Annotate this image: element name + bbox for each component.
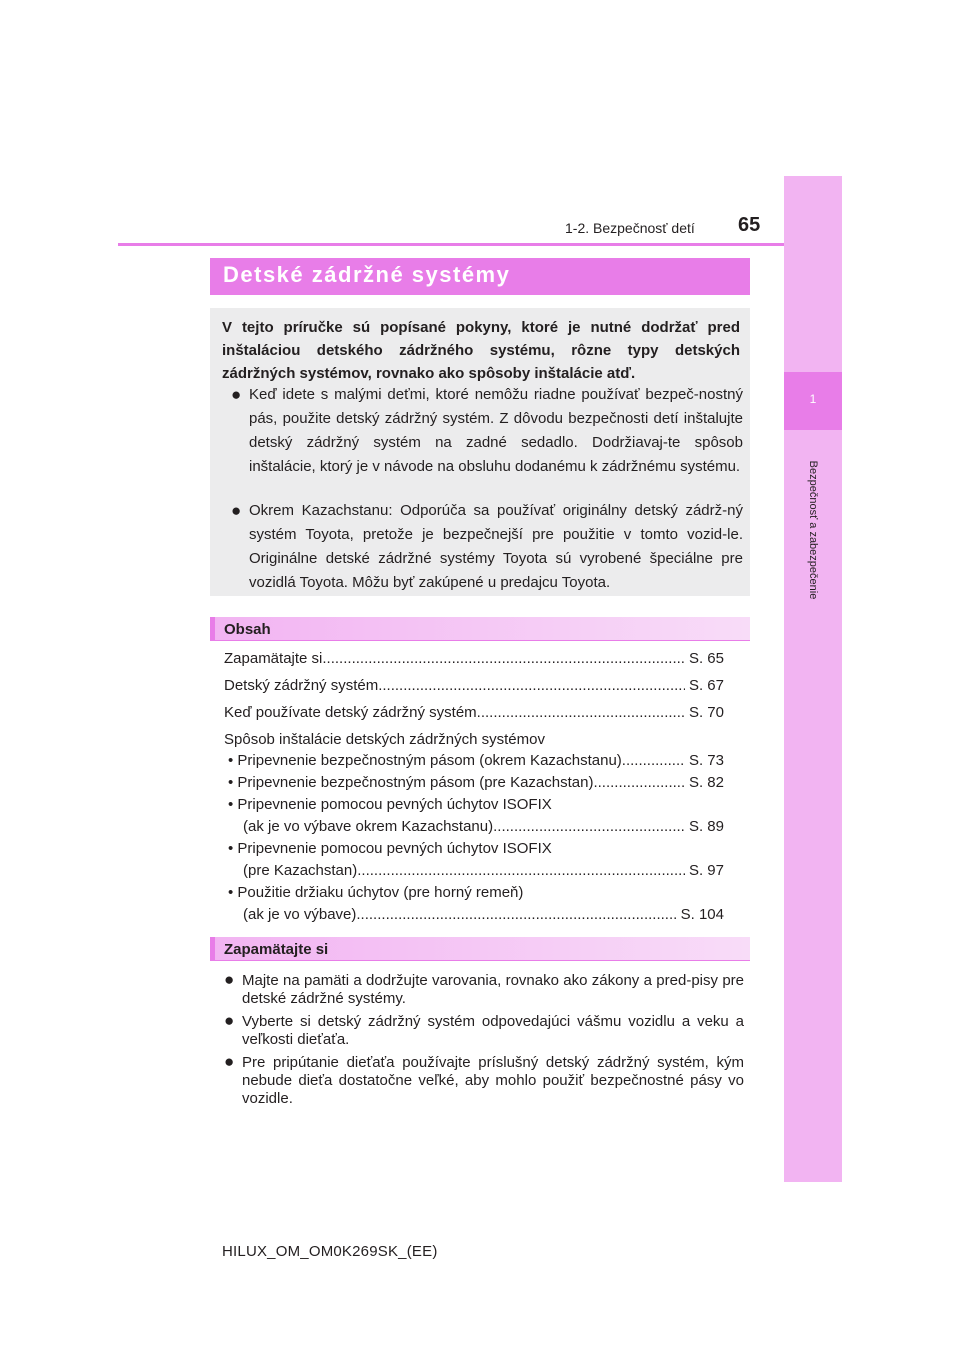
header-divider	[118, 243, 784, 246]
bullet-icon: ●	[224, 970, 235, 989]
toc-subentry-title: • Pripevnenie bezpečnostným pásom (pre Kazachstan)	[228, 774, 594, 791]
toc-subentry-qualifier: (ak je vo výbave okrem Kazachstanu)	[243, 818, 494, 835]
remember-heading: Zapamätajte si	[224, 941, 329, 958]
toc-leader	[322, 650, 685, 670]
bullet-icon: ●	[231, 385, 242, 404]
toc-entry-page: S. 70	[688, 704, 724, 721]
remember-bullet	[224, 1054, 744, 1108]
page-title: Detské zádržné systémy	[223, 262, 511, 287]
remember-bullet	[224, 1013, 744, 1049]
toc-subentry-title[interactable]: • Použitie držiaku úchytov (pre horný remeň)	[228, 884, 524, 901]
intro-bullet-text: Okrem Kazachstanu: Odporúča sa používať originálny detský zádrž-ný systém Toyota, pretože je bezpečnejší pre použitie v tomto vozid-le. Originálne detské zádržné systémy Toyota sú vyrobené špeciálne pre vozidlá Toyota. Môžu byť zakúpené u predajcu Toyota.	[249, 502, 743, 591]
toc-subentry-page: S. 104	[680, 906, 724, 923]
chapter-tab-number: 1	[809, 392, 817, 406]
intro-bullet	[231, 499, 743, 595]
toc-subentry[interactable]	[228, 774, 724, 794]
intro-bullet-text: Keď idete s malými deťmi, ktoré nemôžu riadne používať bezpeč-nostný pás, použite detský zádržný systém. Z dôvodu bezpečnosti detí inštalujte detský zádržný systém na zadné sedadlo. Dodržiavaj-te spôsob inštalácie, ktorý je v návode na obsluhu dodanému k zádržnému systému.	[249, 386, 743, 475]
toc-subentry-page: S. 73	[688, 752, 724, 769]
toc-entry[interactable]	[224, 650, 724, 670]
toc-entry-title: Detský zádržný systém	[224, 677, 379, 694]
document-code: HILUX_OM_OM0K269SK_(EE)	[222, 1243, 438, 1260]
toc-subentry[interactable]	[243, 862, 724, 882]
toc-subentry-page: S. 82	[688, 774, 724, 791]
bullet-icon: ●	[231, 501, 242, 520]
toc-subentry[interactable]	[243, 818, 724, 838]
toc-leader	[593, 774, 685, 794]
contents-heading-accent	[210, 617, 215, 641]
toc-group-heading: Spôsob inštalácie detských zádržných systémov	[224, 731, 545, 748]
section-title: 1-2. Bezpečnosť detí	[565, 220, 695, 236]
contents-heading: Obsah	[224, 621, 271, 638]
toc-subentry-title[interactable]: • Pripevnenie pomocou pevných úchytov ISOFIX	[228, 840, 552, 857]
remember-bullet-text: Majte na pamäti a dodržujte varovania, rovnako ako zákony a pred-pisy pre detské zádržné systémy.	[242, 972, 744, 1007]
remember-bullet-text: Vyberte si detský zádržný systém odpovedajúci vášmu vozidlu a veku a veľkosti dieťaťa.	[242, 1013, 744, 1048]
toc-subentry-title[interactable]: • Pripevnenie pomocou pevných úchytov ISOFIX	[228, 796, 552, 813]
toc-entry[interactable]	[224, 704, 724, 724]
chapter-tab-label: Bezpečnosť a zabezpečenie	[807, 460, 819, 600]
toc-entry-title: Keď používate detský zádržný systém	[224, 704, 477, 721]
toc-leader	[622, 752, 685, 772]
toc-subentry-page: S. 97	[688, 862, 724, 879]
toc-subentry-page: S. 89	[688, 818, 724, 835]
intro-bullet	[231, 383, 743, 479]
remember-heading-accent	[210, 937, 215, 961]
bullet-icon: ●	[224, 1011, 235, 1030]
page-number: 65	[738, 214, 761, 236]
contents-heading-bar	[210, 617, 750, 641]
side-strip	[784, 176, 842, 1182]
toc-subentry-title: • Pripevnenie bezpečnostným pásom (okrem Kazachstanu)	[228, 752, 622, 769]
toc-leader	[477, 704, 685, 724]
toc-leader	[378, 677, 685, 697]
remember-bullet-text: Pre pripútanie dieťaťa používajte príslušný detský zádržný systém, kým nebude dieťa dostatočne veľké, aby mohlo použiť bezpečnostné pásy vo vozidle.	[242, 1054, 744, 1107]
toc-subentry-qualifier: (ak je vo výbave)	[243, 906, 357, 923]
toc-subentry-qualifier: (pre Kazachstan)	[243, 862, 358, 879]
toc-leader	[356, 906, 676, 926]
toc-entry-page: S. 65	[688, 650, 724, 667]
toc-leader	[493, 818, 685, 838]
toc-entry-page: S. 67	[688, 677, 724, 694]
intro-lead: V tejto príručke sú popísané pokyny, ktoré je nutné dodržať pred inštaláciou detského zádržného systému, rôzne typy detských zádržných systémov, rovnako ako spôsoby inštalácie atď.	[222, 319, 740, 382]
toc-entry[interactable]	[224, 677, 724, 697]
remember-bullet	[224, 972, 744, 1008]
toc-leader	[357, 862, 685, 882]
bullet-icon: ●	[224, 1052, 235, 1071]
toc-entry-title: Zapamätajte si	[224, 650, 323, 667]
toc-subentry[interactable]	[243, 906, 724, 926]
toc-subentry[interactable]	[228, 752, 724, 772]
